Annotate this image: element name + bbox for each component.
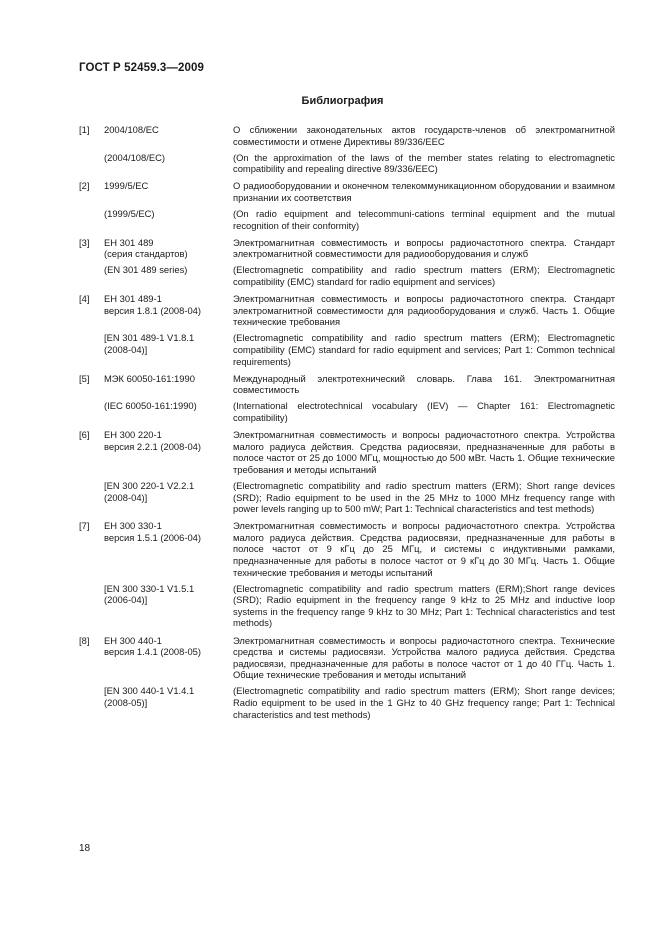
bibliography-entry [79, 180, 615, 231]
entry-code: 1999/5/EC [104, 180, 149, 192]
bibliography-entry [79, 293, 615, 367]
entry-number: [1] [79, 124, 90, 135]
entry-code: ЕН 300 330-1 версия 1.5.1 (2006-04) [104, 520, 202, 543]
bibliography-entry [79, 520, 615, 629]
entry-description: Электромагнитная совместимость и вопросы радиочастотного спектра. Стандарт электромагнитной совместимости для радиооборудования и служб. Часть 1. Общие технические требования [233, 293, 615, 328]
entry-code: [EN 300 220-1 V2.2.1 (2008-04)] [104, 479, 195, 503]
entry-row-en [79, 685, 615, 720]
entry-row-ru [79, 293, 615, 328]
entry-row-en [79, 583, 615, 629]
entry-number: [5] [79, 372, 90, 384]
entry-code: (EN 301 489 series) [104, 264, 188, 276]
entry-description: О радиооборудовании и оконечном телекоммуникационном оборудовании и взаимном признании их соответствия [233, 180, 615, 203]
entry-row-ru [79, 124, 615, 147]
entry-row-ru [79, 520, 615, 578]
entry-row-en [79, 152, 615, 175]
entry-code: [EN 301 489-1 V1.8.1 (2008-04)] [104, 332, 195, 355]
bibliography-entry [79, 237, 615, 288]
entry-code: [EN 300 330-1 V1.5.1 (2006-04)] [104, 582, 195, 606]
entry-description: Электромагнитная совместимость и вопросы радиочастотного спектра. Стандарт электромагнитной совместимости для радиооборудования и служб [233, 236, 615, 260]
entry-code: ЕН 301 489 (серия стандартов) [104, 236, 188, 260]
entry-row-ru [79, 373, 615, 396]
entry-code: ЕН 300 220-1 версия 2.2.1 (2008-04) [104, 429, 202, 452]
entry-code: ЕН 301 489-1 версия 1.8.1 (2008-04) [104, 293, 202, 316]
entry-row-ru [79, 237, 615, 260]
entry-description: Электромагнитная совместимость и вопросы радиочастотного спектра. Устройства малого радиуса действия. Средства радиосвязи, предназначенные для работы в полосе частот от 25 до 1000 МГц, мощностью до 500 мВт. Часть 1. Общие технические требования и методы испытаний [233, 429, 615, 475]
entry-row-en [79, 480, 615, 515]
entry-number: [8] [79, 634, 90, 646]
entry-description: Международный электротехнический словарь. Глава 161. Электромагнитная совместимость [233, 372, 615, 396]
entry-number: [4] [79, 293, 90, 305]
bibliography-entry [79, 635, 615, 721]
entry-description: Электромагнитная совместимость и вопросы радиочастотного спектра. Устройства малого радиуса действия. Средства радиосвязи, предназначенные для работы в полосе частот от 9 кГц до 25 МГц, и системы с индуктивными рамками, предназначенные для работы в полосе частот от 9 кГц до 30 МГц. Часть 1. Общие технические требования и методы испытаний [233, 520, 615, 578]
entry-row-ru [79, 635, 615, 681]
entry-code: МЭК 60050-161:1990 [104, 372, 195, 384]
entry-code: (2004/108/EC) [104, 151, 165, 163]
entry-row-ru [79, 180, 615, 203]
entry-description: Электромагнитная совместимость и вопросы радиочастотного спектра. Технические средства и системы радиосвязи. Устройства малого радиуса действия. Средства радиосвязи, предназначенные для работы в полосе частот от 1 до 40 ГГц. Часть 1. Общие технические требования и методы испытаний [233, 634, 615, 681]
entry-code: (IEC 60050-161:1990) [104, 400, 197, 412]
entry-row-ru [79, 429, 615, 475]
entry-description: (On radio equipment and telecommuni-cations terminal equipment and the mutual recognition of their conformity) [233, 208, 615, 231]
entry-number: [7] [79, 520, 90, 532]
entry-code: ЕН 300 440-1 версия 1.4.1 (2008-05) [104, 634, 202, 658]
entry-description: О сближении законодательных актов государств-членов об электромагнитной совместимости и отмене Директивы 89/336/EEC [233, 124, 615, 147]
entry-number: [2] [79, 180, 90, 192]
bibliography-entry [79, 373, 615, 424]
page-title [0, 95, 661, 107]
entry-description: (Electromagnetic compatibility and radio spectrum matters (ERM); Short range devices (SRD); Radio equipment to be used in the 25 MHz to 1000 MHz frequency range with power levels ranging up to 500 mW; Part 1: Technical characteristics and test methods) [233, 479, 615, 515]
entry-code: 2004/108/EC [104, 124, 159, 135]
bibliography-entry [79, 124, 615, 175]
entry-number: [3] [79, 236, 90, 248]
entry-number: [6] [79, 429, 90, 441]
entry-row-en [79, 264, 615, 287]
entry-row-en [79, 208, 615, 231]
entry-code: [EN 300 440-1 V1.4.1 (2008-05)] [104, 685, 195, 709]
entry-description: (Electromagnetic compatibility and radio spectrum matters (ERM); Electromagnetic compatibility (EMC) standard for radio equipment and services) [233, 264, 615, 288]
title-text: Библиография [301, 95, 384, 107]
entry-row-en [79, 332, 615, 367]
entry-row-en [79, 400, 615, 423]
page-number: 18 [79, 843, 91, 854]
entry-description: (Electromagnetic compatibility and radio spectrum matters (ERM); Short range devices; Radio equipment to be used in the 1 GHz to 40 GHz frequency range; Part 1: Technical characteristics and test methods) [233, 685, 615, 720]
document-header: ГОСТ Р 52459.3—2009 [79, 62, 204, 74]
bibliography-entry [79, 429, 615, 515]
entry-description: (International electrotechnical vocabulary (IEV) — Chapter 161: Electromagnetic compatibility) [233, 400, 615, 423]
bibliography-list [79, 124, 615, 720]
entry-code: (1999/5/EC) [104, 208, 155, 220]
entry-description: (Electromagnetic compatibility and radio spectrum matters (ERM);Short range devices (SRD); Radio equipment in the frequency range 9 kHz to 25 MHz and inductive loop systems in the frequency range 9 kHz to 30 MHz; Part 1: Technical characteristics and test methods) [233, 582, 615, 629]
entry-description: (Electromagnetic compatibility and radio spectrum matters (ERM); Electromagnetic compatibility (EMC) standard for radio equipment and services; Part 1: Common technical requirements) [233, 332, 615, 367]
entry-description: (On the approximation of the laws of the member states relating to electromagnetic compatibility and repealing directive 89/336/EEC) [233, 151, 615, 175]
